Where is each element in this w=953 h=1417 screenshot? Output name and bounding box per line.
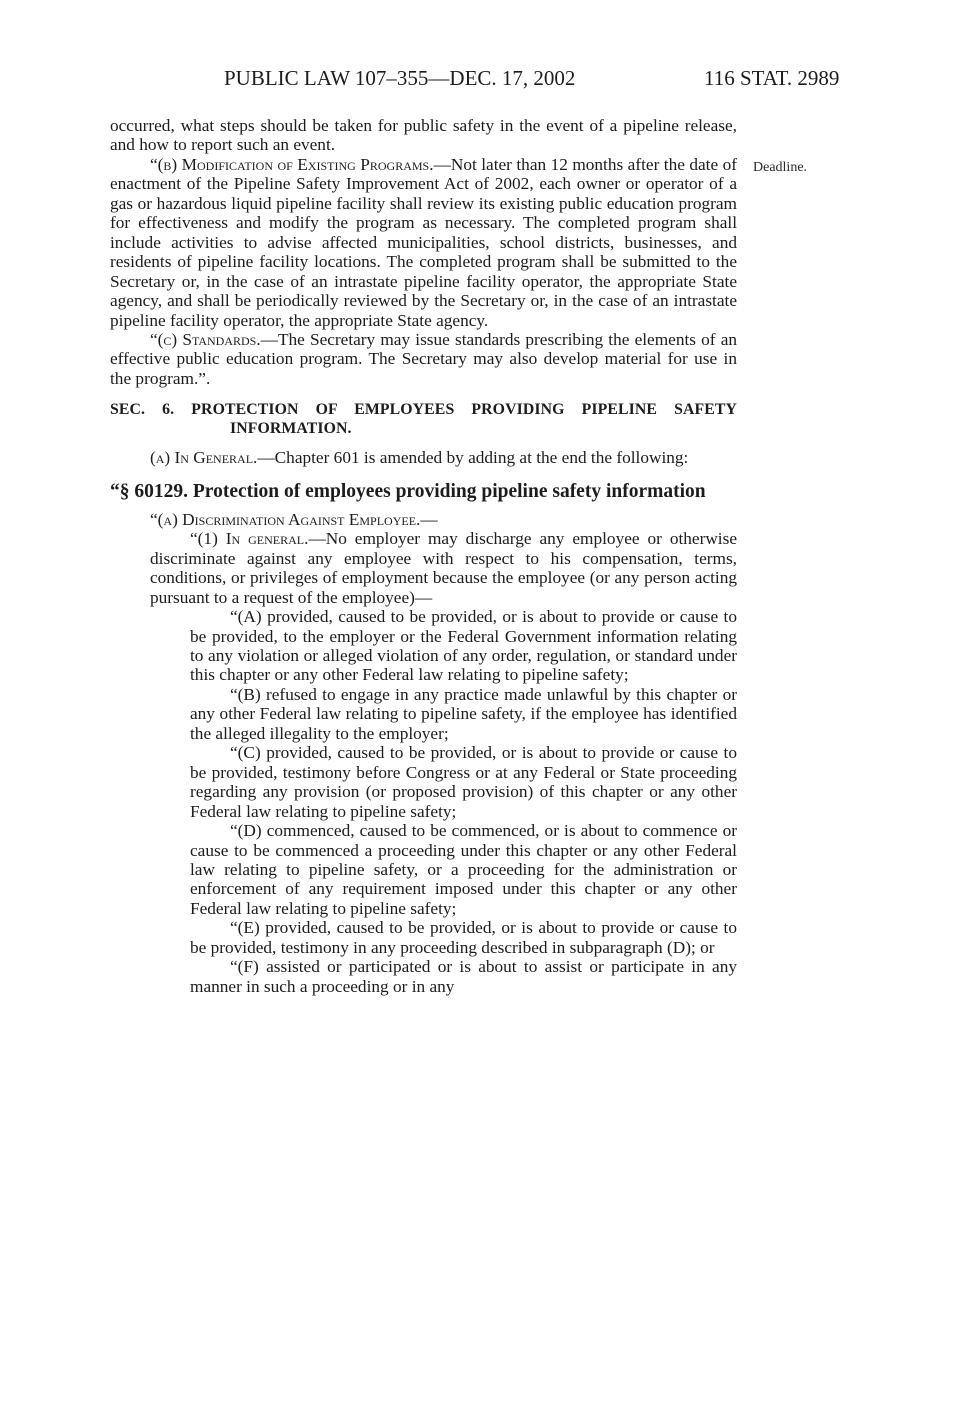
- subsection-a: [110, 448, 737, 467]
- page-reference: 116 STAT. 2989: [704, 66, 840, 90]
- subparagraph-C: “(C) provided, caused to be provided, or is about to provide or cause to be provided, testimony before Congress or at any Federal or State proceeding regarding any provision (or proposed provision) of this chapter or any other Federal law relating to pipeline safety;: [190, 743, 737, 821]
- code-section-heading: “§ 60129. Protection of employees providing pipeline safety information: [110, 480, 706, 502]
- subsection-heading: “(b) Modification of Existing Programs.: [150, 154, 434, 174]
- page-header: [0, 66, 953, 96]
- paragraph-text: —No employer may discharge any employee or otherwise discriminate against any employee with respect to his compensation, terms, conditions, or privileges of employment because the employee (or any person acting pursuant to a request of the employee)—: [150, 529, 738, 607]
- running-head-title: PUBLIC LAW 107–355—DEC. 17, 2002: [224, 66, 576, 90]
- subparagraph-E: “(E) provided, caused to be provided, or is about to provide or cause to be provided, testimony in any proceeding described in subparagraph (D); or: [190, 918, 737, 957]
- section-6-heading: SEC. 6. PROTECTION OF EMPLOYEES PROVIDING PIPELINE SAFETY INFORMATION.: [110, 401, 737, 438]
- paragraph-continuation: [110, 116, 737, 155]
- subsection-heading-discrimination: [110, 510, 737, 529]
- subparagraph-B: “(B) refused to engage in any practice made unlawful by this chapter or any other Federal law relating to pipeline safety, if the employee has identified the alleged illegality to the employer;: [190, 684, 737, 743]
- subsection-text: —Not later than 12 months after the date of enactment of the Pipeline Safety Improvement Act of 2002, each owner or operator of a gas or hazardous liquid pipeline facility shall review its existing public education program for effectiveness and modify the program as necessary. The completed program shall include activities to advise affected municipalities, school districts, businesses, and residents of pipeline facility locations. The completed program shall be submitted to the Secretary or, in the case of an intrastate pipeline facility operator, the appropriate State agency, and shall be periodically reviewed by the Secretary or, in the case of an intrastate pipeline facility operator, the appropriate State agency.: [110, 154, 737, 330]
- paragraph-heading: “(1) In general.: [190, 529, 309, 549]
- subsection-c: [110, 330, 737, 388]
- subsection-b: [110, 155, 737, 330]
- paragraph-text: occurred, what steps should be taken for public safety in the event of a pipeline release, and how to report such an event.: [110, 116, 737, 155]
- subsection-heading: (a) In General.: [150, 448, 258, 468]
- subparagraph-A: “(A) provided, caused to be provided, or is about to provide or cause to be provided, to the employer or the Federal Government information relating to any violation or alleged violation of any order, regulation, or standard under this chapter or any other Federal law relating to pipeline safety;: [190, 607, 737, 685]
- subparagraph-D: “(D) commenced, caused to be commenced, or is about to commence or cause to be commenced a proceeding under this chapter or any other Federal law relating to pipeline safety, or a proceeding for the administration or enforcement of any requirement imposed under this chapter or any other Federal law relating to pipeline safety;: [190, 821, 737, 918]
- subsection-text: —The Secretary may issue standards prescribing the elements of an effective public education program. The Secretary may also develop material for use in the program.”.: [110, 329, 738, 388]
- subsection-text: —Chapter 601 is amended by adding at the end the following:: [257, 448, 689, 468]
- subparagraph-F: “(F) assisted or participated or is about to assist or participate in any manner in such a proceeding or in any: [190, 957, 737, 996]
- paragraph-1-in-general: [110, 529, 737, 607]
- document-body: [110, 116, 737, 996]
- subsection-heading: “(a) Discrimination Against Employee.—: [150, 509, 438, 529]
- margin-note-deadline: Deadline.: [753, 160, 808, 175]
- subsection-heading: “(c) Standards.: [150, 329, 261, 349]
